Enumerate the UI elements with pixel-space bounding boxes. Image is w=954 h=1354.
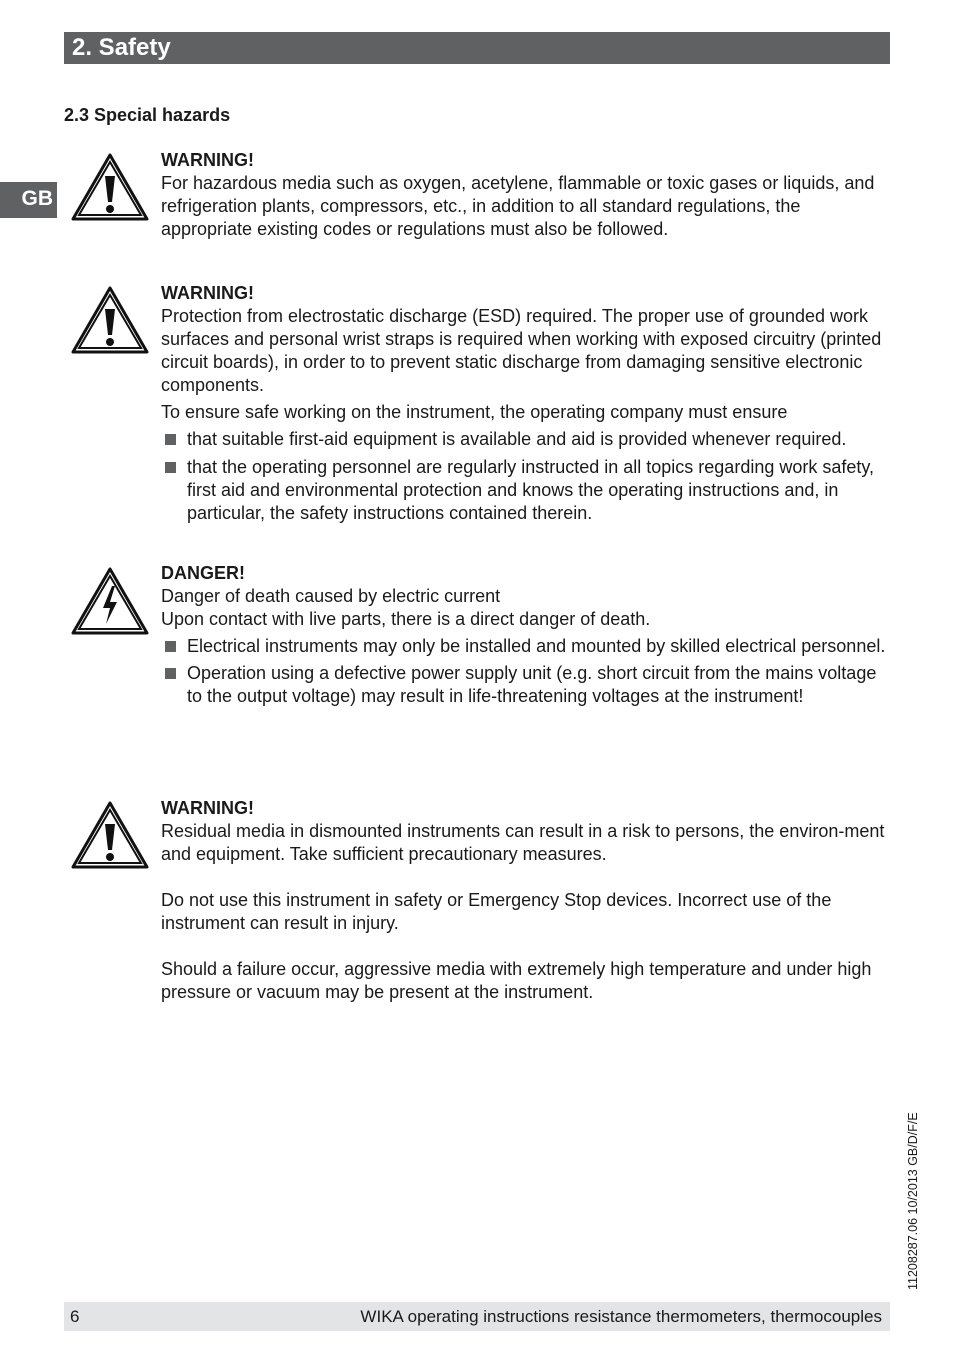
danger-text: Upon contact with live parts, there is a direct danger of death. <box>161 609 651 629</box>
list-item: Operation using a defective power supply unit (e.g. short circuit from the mains voltage to the output voltage) may result in life-threatening voltages at the instrument! <box>161 662 891 708</box>
warning-block-3 <box>161 797 891 1004</box>
warning-block-1 <box>161 149 891 241</box>
warning-text: For hazardous media such as oxygen, acetylene, flammable or toxic gases or liquids, and refrigeration plants, compressors, etc., in addition to all standard regulations, the appropriate existing codes or regulations must also be followed. <box>161 173 875 239</box>
danger-text: Danger of death caused by electric current <box>161 586 501 606</box>
warning-triangle-icon <box>70 152 150 222</box>
footer-bar <box>64 1302 890 1331</box>
bullet-list <box>161 635 891 708</box>
warning-triangle-icon <box>70 800 150 870</box>
language-tab <box>0 182 57 218</box>
list-item: Electrical instruments may only be installed and mounted by skilled electrical personnel. <box>161 635 891 658</box>
warning-text: Residual media in dismounted instruments can result in a risk to persons, the environ-ment and equipment. Take sufficient precautionary measures. <box>161 821 885 864</box>
paragraph: Do not use this instrument in safety or Emergency Stop devices. Incorrect use of the instrument can result in injury. <box>161 890 832 933</box>
electric-hazard-icon <box>70 566 150 636</box>
paragraph: Should a failure occur, aggressive media with extremely high temperature and under high pressure or vacuum may be present at the instrument. <box>161 959 872 1002</box>
section-title: 2.3 Special hazards <box>64 105 231 125</box>
page-number: 6 <box>70 1307 80 1326</box>
language-tab-label: GB <box>21 187 53 210</box>
page-title: 2. Safety <box>72 34 171 61</box>
warning-triangle-icon <box>70 285 150 355</box>
header-bar <box>64 32 890 64</box>
intro-text: To ensure safe working on the instrument, the operating company must ensure <box>161 402 788 422</box>
warning-label: WARNING! <box>161 283 254 303</box>
footer-text: WIKA operating instructions resistance thermometers, thermocouples <box>360 1307 882 1326</box>
warning-text: Protection from electrostatic discharge (ESD) required. The proper use of grounded work surfaces and personal wrist straps is required when working with exposed circuitry (printed circuit boards), in order to to prevent static discharge from damaging sensitive electronic components. <box>161 306 882 395</box>
list-item: that the operating personnel are regularly instructed in all topics regarding work safety, first aid and environmental protection and knows the operating instructions and, in particular, the safety instructions contained therein. <box>161 456 891 525</box>
danger-label: DANGER! <box>161 563 245 583</box>
warning-block-2 <box>161 282 891 525</box>
warning-label: WARNING! <box>161 150 254 170</box>
bullet-list <box>161 428 891 525</box>
danger-block <box>161 562 891 708</box>
list-item: that suitable first-aid equipment is available and aid is provided whenever required. <box>161 428 891 451</box>
warning-label: WARNING! <box>161 798 254 818</box>
document-code: 11208287.06 10/2013 GB/D/F/E <box>906 1112 920 1290</box>
